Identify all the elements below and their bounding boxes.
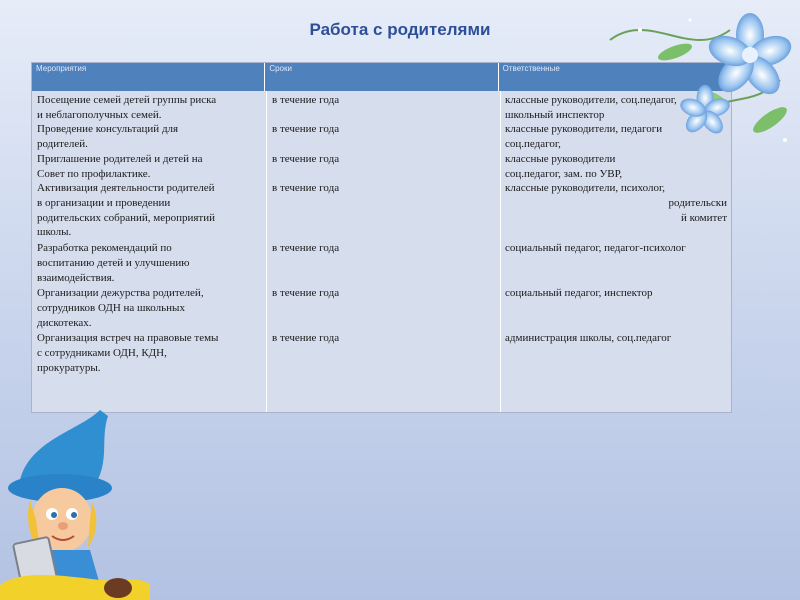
term-cell: в течение года (272, 287, 340, 299)
activity-line: с сотрудниками ОДН, КДН, (37, 346, 167, 359)
activity-line: взаимодействия. (37, 271, 115, 284)
activity-line: и неблагополучных семей. (37, 108, 162, 121)
term-cell: в течение года (272, 123, 340, 135)
activity-cell (37, 181, 263, 240)
flower-decoration-icon (580, 0, 800, 150)
activity-line: Разработка рекомендаций по (37, 242, 172, 254)
responsible-line: социальный педагог, инспектор (505, 287, 653, 299)
responsible-cell (505, 286, 727, 301)
responsible-line: й комитет (680, 211, 727, 224)
cartoon-character-icon (0, 410, 150, 600)
activity-line: школы. (37, 226, 72, 239)
term-cell: в течение года (272, 182, 340, 194)
responsible-line: родительски (668, 196, 727, 209)
activity-cell (37, 122, 263, 152)
activity-cell (37, 93, 263, 123)
activity-line: воспитанию детей и улучшению (37, 256, 190, 269)
header-terms: Сроки (265, 63, 498, 91)
activity-line: Приглашение родителей и детей на (37, 153, 203, 165)
term-cell: в течение года (272, 242, 340, 254)
responsible-line: классные руководители, педагоги (505, 123, 663, 135)
activity-line: Совет по профилактике. (37, 167, 151, 180)
activity-line: Организации дежурства родителей, (37, 287, 204, 299)
responsible-line: администрация школы, соц.педагог (505, 332, 672, 344)
responsible-cell (505, 241, 727, 256)
responsible-line: соц.педагог, зам. по УВР, (505, 167, 623, 180)
column-divider (500, 91, 501, 412)
header-responsible: Ответственные (502, 64, 560, 73)
responsible-cell (505, 331, 727, 346)
activity-line: прокуратуры. (37, 361, 101, 374)
activity-line: Проведение консультаций для (37, 123, 179, 135)
activity-line: в организации и проведении (37, 196, 171, 209)
responsible-line: соц.педагог, (505, 137, 561, 150)
responsible-line: классные руководители, психолог, (505, 182, 665, 194)
activity-cell (37, 241, 263, 285)
term-cell: в течение года (272, 332, 340, 344)
responsible-line: школьный инспектор (505, 108, 605, 121)
activity-line: Организация встреч на правовые темы (37, 332, 219, 344)
term-cell: в течение года (272, 153, 340, 165)
activity-cell (37, 286, 263, 330)
activity-line: Посещение семей детей группы риска (37, 94, 217, 106)
column-divider (266, 91, 267, 412)
responsible-cell (505, 152, 727, 182)
activity-cell (37, 152, 263, 182)
activity-cell (37, 331, 263, 375)
term-cell: в течение года (272, 94, 340, 106)
responsible-line: классные руководители, соц.педагог, (505, 94, 677, 106)
activity-line: родителей. (37, 137, 88, 150)
page-title: Работа с родителями (309, 20, 491, 39)
activity-line: дискотеках. (37, 316, 92, 329)
responsible-line: классные руководители (505, 153, 616, 165)
activity-line: Активизация деятельности родителей (37, 182, 215, 194)
activity-line: родительских собраний, мероприятий (37, 211, 216, 224)
responsible-line: социальный педагог, педагог-психолог (505, 242, 686, 254)
header-activities: Мероприятия (32, 63, 265, 91)
responsible-cell (505, 181, 727, 225)
activity-line: сотрудников ОДН на школьных (37, 301, 185, 314)
